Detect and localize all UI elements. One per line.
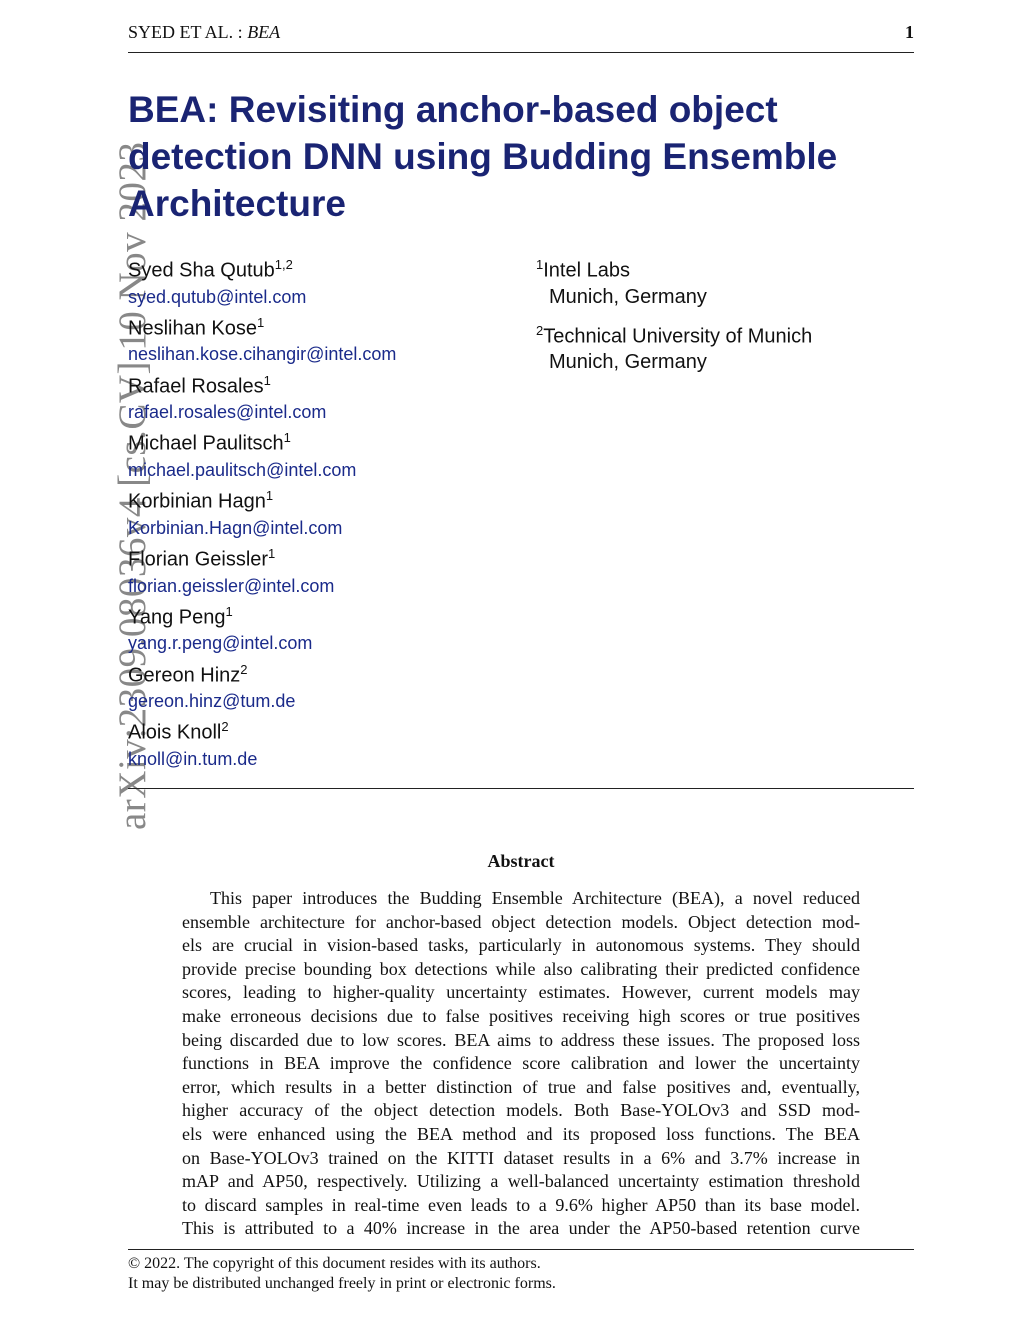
author-name-text: Michael Paulitsch bbox=[128, 433, 284, 456]
author-name-text: Rafael Rosales bbox=[128, 375, 264, 398]
author-name bbox=[128, 657, 396, 689]
author-email-link[interactable]: Korbinian.Hagn@intel.com bbox=[128, 517, 343, 538]
author bbox=[128, 657, 396, 715]
abstract-line: els are crucial in vision-based tasks, particularly in autonomous systems. They should bbox=[182, 935, 860, 956]
author-email-link[interactable]: florian.geissler@intel.com bbox=[128, 575, 335, 596]
author-name bbox=[128, 483, 396, 515]
abstract-line: being discarded due to low scores. BEA aims to address these issues. The proposed loss bbox=[182, 1029, 860, 1050]
affiliation-marker: 1,2 bbox=[274, 257, 293, 272]
abstract-line: els were enhanced using the BEA method and its proposed loss functions. The BEA bbox=[182, 1123, 860, 1144]
affiliations bbox=[536, 252, 812, 383]
author-name-text: Florian Geissler bbox=[128, 548, 269, 571]
abstract-line: make erroneous decisions due to false positives receiving high scores or true positives bbox=[182, 1005, 860, 1026]
page-number: 1 bbox=[905, 22, 914, 42]
abstract-line: This is attributed to a 40% increase in the area under the AP50-based retention curve bbox=[182, 1218, 860, 1239]
author bbox=[128, 252, 396, 310]
footer-divider bbox=[128, 1249, 914, 1250]
author-name-text: Syed Sha Qutub bbox=[128, 259, 275, 282]
abstract-line: mAP and AP50, respectively. Utilizing a well-balanced uncertainty estimation threshold bbox=[182, 1171, 860, 1192]
affiliation-marker: 1 bbox=[265, 488, 274, 504]
author bbox=[128, 599, 396, 657]
affiliation-marker: 2 bbox=[536, 322, 544, 338]
author bbox=[128, 310, 396, 368]
running-title-authors: SYED ET AL. bbox=[128, 22, 234, 42]
author bbox=[128, 541, 396, 599]
distribution-line: It may be distributed unchanged freely in print or electronic forms. bbox=[128, 1275, 556, 1292]
affiliation-location: Munich, Germany bbox=[549, 351, 707, 374]
author-list bbox=[128, 252, 396, 772]
paper-title bbox=[128, 86, 908, 227]
abstract-line: scores, leading to higher-quality uncertainty estimates. However, current models may bbox=[182, 982, 860, 1003]
abstract-line: error, which results in a better distinction of true and false positives and, eventually, bbox=[182, 1076, 860, 1097]
affiliation bbox=[536, 252, 812, 310]
author-email-link[interactable]: michael.paulitsch@intel.com bbox=[128, 460, 357, 481]
abstract-line: to discard samples in real-time even leads to a 9.6% higher AP50 than its base model. bbox=[182, 1194, 860, 1215]
author bbox=[128, 425, 396, 483]
affiliation-marker: 2 bbox=[240, 661, 248, 677]
author-name bbox=[128, 310, 396, 342]
abstract-body bbox=[182, 887, 860, 1241]
abstract-line: functions in BEA improve the confidence score calibration and lower the uncertainty bbox=[182, 1053, 860, 1074]
author-email-link[interactable]: knoll@in.tum.de bbox=[128, 749, 258, 770]
affiliation-marker: 1 bbox=[225, 603, 233, 619]
running-title-separator: : bbox=[233, 22, 248, 42]
author-name-text: Yang Peng bbox=[128, 606, 226, 629]
affiliation-name: Intel Labs bbox=[543, 259, 630, 282]
author-email-link[interactable]: rafael.rosales@intel.com bbox=[128, 402, 327, 423]
abstract-line: This paper introduces the Budding Ensemble Architecture (BEA), a novel reduced bbox=[210, 888, 860, 908]
author bbox=[128, 483, 396, 541]
copyright-line: © 2022. The copyright of this document resides with its authors. bbox=[128, 1255, 541, 1272]
title-line: Architecture bbox=[128, 183, 346, 224]
author-name bbox=[128, 368, 396, 400]
author-name-text: Gereon Hinz bbox=[128, 664, 241, 687]
divider bbox=[128, 788, 914, 789]
affiliation-marker: 1 bbox=[283, 430, 291, 446]
arxiv-stamp: arXiv:2309.08036v4 [cs.CV] 10 Nov 2023 bbox=[111, 141, 154, 830]
abstract-line: ensemble architecture for anchor-based object detection models. Object detection mod- bbox=[182, 911, 860, 932]
author-name bbox=[128, 425, 396, 457]
affiliation-marker: 1 bbox=[536, 257, 544, 272]
abstract-heading: Abstract bbox=[487, 851, 555, 871]
author-name bbox=[128, 599, 396, 631]
author-name-text: Alois Knoll bbox=[128, 722, 222, 745]
author-email-link[interactable]: neslihan.kose.cihangir@intel.com bbox=[128, 344, 397, 365]
author-name bbox=[128, 252, 396, 284]
affiliation-marker: 2 bbox=[221, 719, 229, 735]
author-name bbox=[128, 714, 396, 746]
affiliation-marker: 1 bbox=[268, 545, 276, 561]
author-name bbox=[128, 541, 396, 573]
affiliation-location: Munich, Germany bbox=[549, 285, 707, 308]
affiliation-name: Technical University of Munich bbox=[543, 325, 813, 348]
affiliation-marker: 1 bbox=[263, 372, 271, 388]
author-email-link[interactable]: syed.qutub@intel.com bbox=[128, 286, 307, 307]
author-name-text: Korbinian Hagn bbox=[128, 490, 266, 513]
author bbox=[128, 368, 396, 426]
running-header bbox=[128, 20, 914, 53]
copyright-footer bbox=[128, 1254, 556, 1294]
abstract-line: provide precise bounding box detections while also calibrating their predicted confidence bbox=[182, 958, 860, 979]
author-email-link[interactable]: gereon.hinz@tum.de bbox=[128, 691, 296, 712]
abstract-line: on Base-YOLOv3 trained on the KITTI dataset results in a 6% and 3.7% increase in bbox=[182, 1147, 860, 1168]
affiliation bbox=[536, 318, 812, 376]
abstract-line: higher accuracy of the object detection models. Both Base-YOLOv3 and SSD mod- bbox=[182, 1100, 860, 1121]
author-email-link[interactable]: yang.r.peng@intel.com bbox=[128, 633, 313, 654]
running-title bbox=[128, 22, 280, 43]
author bbox=[128, 714, 396, 772]
title-line: BEA: Revisiting anchor-based object bbox=[128, 89, 778, 130]
running-title-short: BEA bbox=[247, 22, 281, 42]
affiliation-marker: 1 bbox=[256, 314, 265, 330]
title-line: detection DNN using Budding Ensemble bbox=[128, 136, 838, 177]
author-name-text: Neslihan Kose bbox=[128, 317, 257, 340]
